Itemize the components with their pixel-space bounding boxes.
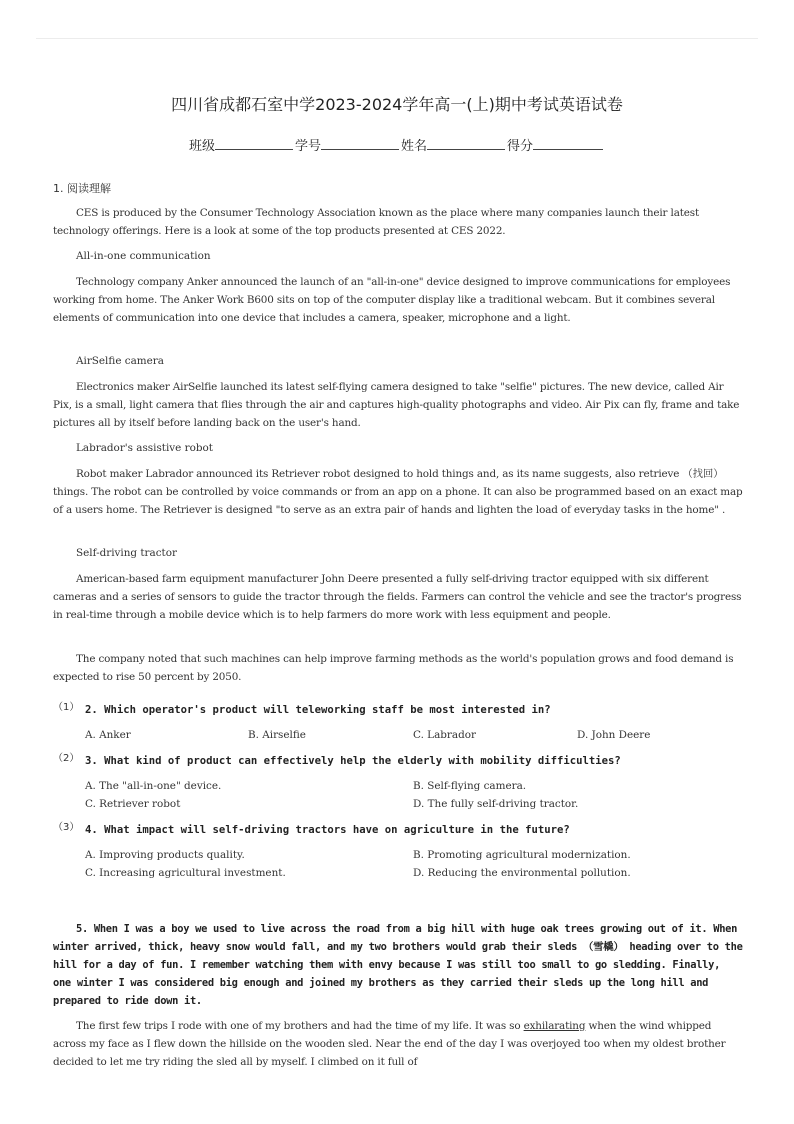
answer-option[interactable]: A. Improving products quality. [85,849,245,861]
score-label: 得分 [507,139,534,154]
answer-option[interactable]: B. Promoting agricultural modernization. [413,849,631,861]
answer-option[interactable]: D. The fully self-driving tractor. [413,798,579,810]
passage-intro-bold: 5. When I was a boy we used to live across the road from a big hill with huge oak trees growing out of it. When winter arrived, thick, heavy snow would fall, and my two brothers would grab their sleds （雪橇） heading over to the hill for a day of fun. I remember watching them with envy because I was still too small to go sledding. Finally, one winter I was considered big enough and joined my brothers as they carried their sleds up the long hill and prepared to ride down it. [53,923,743,1007]
passage-paragraph-tractor: American-based farm equipment manufacturer John Deere presented a fully self-driving tractor equipped with six different cameras and a series of sensors to guide the tractor through the fields. Farmers can control the vehicle and see the tractor's progress in real-time through a mobile device which is to help farmers do more work with less equipment and people. [53,573,742,621]
passage-paragraph-conclusion: The company noted that such machines can help improve farming methods as the world's population grows and food demand is expected to rise 50 percent by 2050. [53,653,734,683]
answer-option[interactable]: C. Labrador [413,729,476,741]
section-heading: 1. 阅读理解 [53,182,111,195]
name-blank[interactable] [427,137,505,150]
passage-paragraph-sledding [53,1017,743,1071]
answer-option[interactable]: B. Self-flying camera. [413,780,527,792]
exam-title: 四川省成都石室中学2023-2024学年高一(上)期中考试英语试卷 [171,95,623,114]
passage-paragraph-airselfie: Electronics maker AirSelfie launched its latest self-flying camera designed to take "selfie" pictures. The new device, called Air Pix, is a small, light camera that flies through the air and captures high-quality photographs and video. Air Pix can fly, frame and take pictures all by itself before landing back on the user's hand. [53,381,740,429]
subheading-tractor: Self-driving tractor [76,547,177,559]
id-label: 学号 [294,139,321,154]
student-info-line [0,135,794,154]
paragraph-text-start: The first few trips I rode with one of my brothers and had the time of my life. It was so [76,1020,524,1032]
question-text: 4. What impact will self-driving tractors have on agriculture in the future? [85,824,570,836]
subheading-labrador: Labrador's assistive robot [76,442,213,454]
answer-option[interactable]: A. The "all-in-one" device. [85,780,222,792]
header-divider [36,38,758,39]
question-text: 2. Which operator's product will teleworking staff be most interested in? [85,704,551,716]
answer-option[interactable]: C. Increasing agricultural investment. [85,867,286,879]
answer-option[interactable]: D. Reducing the environmental pollution. [413,867,631,879]
answer-option[interactable]: D. John Deere [577,729,651,741]
question-number: （1） [53,702,80,713]
subheading-airselfie: AirSelfie camera [76,355,164,367]
question-number: （3） [53,822,80,833]
passage-paragraph-labrador: Robot maker Labrador announced its Retriever robot designed to hold things and, as its name suggests, also retrieve （找回） things. The robot can be controlled by voice commands or from an app on a phone. It can also be programmed based on an exact map of a users home. The Retriever is designed "to serve as an extra pair of hands and lighten the load of everyday tasks in the home" . [53,468,743,516]
answer-option[interactable]: B. Airselfie [248,729,306,741]
underlined-word: exhilarating [523,1020,586,1032]
class-blank[interactable] [215,137,293,150]
answer-option[interactable]: C. Retriever robot [85,798,181,810]
passage-paragraph-anker: Technology company Anker announced the launch of an "all-in-one" device designed to improve communications for employees working from home. The Anker Work B600 sits on top of the computer display like a traditional webcam. But it combines several elements of communication into one device that includes a camera, speaker, microphone and a light. [53,276,731,324]
score-blank[interactable] [533,137,603,150]
class-label: 班级 [188,139,215,154]
id-blank[interactable] [321,137,399,150]
passage-intro: CES is produced by the Consumer Technology Association known as the place where many companies launch their latest technology offerings. Here is a look at some of the top products presented at CES 2022. [53,207,699,237]
answer-option[interactable]: A. Anker [85,729,131,741]
subheading-all-in-one: All-in-one communication [76,250,211,262]
name-label: 姓名 [401,139,428,154]
question-text: 3. What kind of product can effectively help the elderly with mobility difficulties? [85,755,621,767]
paragraph-text-rest: when the wind whipped across my face as I flew down the hillside on the wooden sled. Near the end of the day I was overjoyed too when my oldest brother decided to let me try riding the sled all by myself. I climbed on it full of [53,1020,726,1068]
question-number: （2） [53,753,80,764]
